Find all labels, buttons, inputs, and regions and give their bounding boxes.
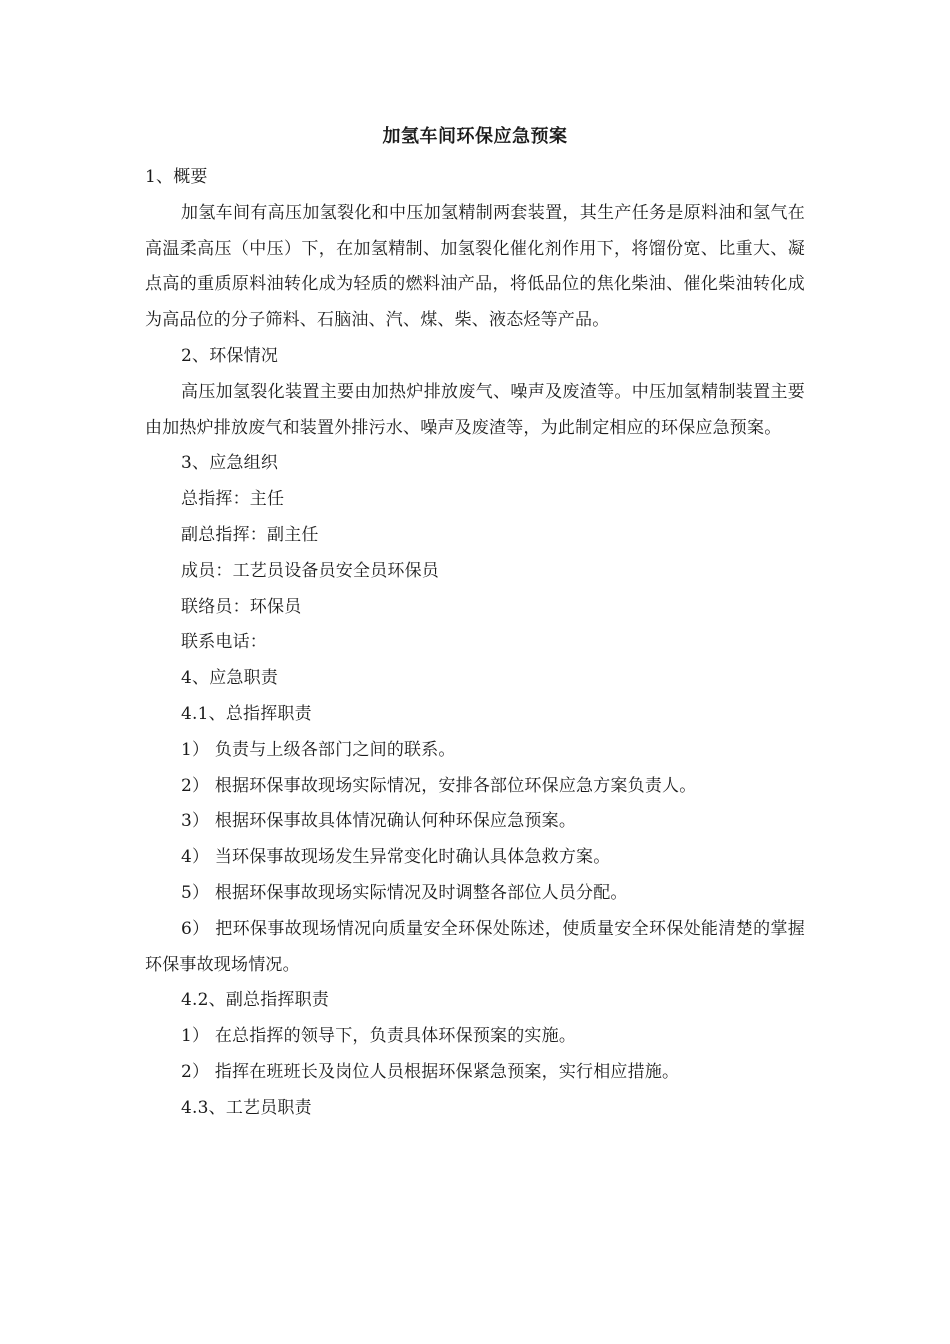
section-heading-overview: 1、概要 (145, 167, 208, 187)
list-item: 1） 负责与上级各部门之间的联系。 (181, 739, 456, 760)
document-body (145, 160, 805, 1127)
list-item: 1） 在总指挥的领导下，负责具体环保预案的实施。 (181, 1026, 577, 1047)
section-heading-duties: 4、应急职责 (181, 668, 279, 689)
subsection-heading-deputy-duties: 4.2、副总指挥职责 (181, 990, 330, 1011)
list-item: 2） 指挥在班班长及岗位人员根据环保紧急预案，实行相应措施。 (181, 1061, 680, 1082)
section-heading-environment: 2、环保情况 (181, 345, 279, 366)
subsection-heading-commander-duties: 4.1、总指挥职责 (181, 703, 312, 724)
org-phone: 联系电话： (181, 632, 267, 653)
list-item: 5） 根据环保事故现场实际情况及时调整各部位人员分配。 (181, 882, 628, 903)
document-title: 加氢车间环保应急预案 (382, 126, 568, 147)
subsection-heading-process-duties: 4.3、工艺员职责 (181, 1097, 312, 1118)
list-item: 6） 把环保事故现场情况向质量安全环保处陈述，使质量安全环保处能清楚的掌握环保事故现场情况。 (145, 918, 805, 975)
org-deputy-commander: 副总指挥：副主任 (181, 524, 319, 545)
list-item: 2） 根据环保事故现场实际情况，安排各部位环保应急方案负责人。 (181, 775, 697, 796)
org-commander: 总指挥：主任 (181, 489, 285, 510)
list-item: 3） 根据环保事故具体情况确认何种环保应急预案。 (181, 811, 577, 832)
section-heading-organization: 3、应急组织 (181, 453, 279, 474)
overview-paragraph: 加氢车间有高压加氢裂化和中压加氢精制两套装置，其生产任务是原料油和氢气在高温柔高压（中压）下，在加氢精制、加氢裂化催化剂作用下，将馏份宽、比重大、凝点高的重质原料油转化成为轻质的燃料油产品，将低品位的焦化柴油、催化柴油转化成为高品位的分子筛料、石脑油、汽、煤、柴、液态烃等产品。 (145, 202, 805, 331)
org-members: 成员：工艺员设备员安全员环保员 (181, 560, 439, 581)
list-item: 4） 当环保事故现场发生异常变化时确认具体急救方案。 (181, 847, 611, 868)
org-liaison: 联络员：环保员 (181, 596, 302, 617)
environment-paragraph: 高压加氢裂化装置主要由加热炉排放废气、噪声及废渣等。中压加氢精制装置主要由加热炉排放废气和装置外排污水、噪声及废渣等，为此制定相应的环保应急预案。 (145, 381, 805, 438)
